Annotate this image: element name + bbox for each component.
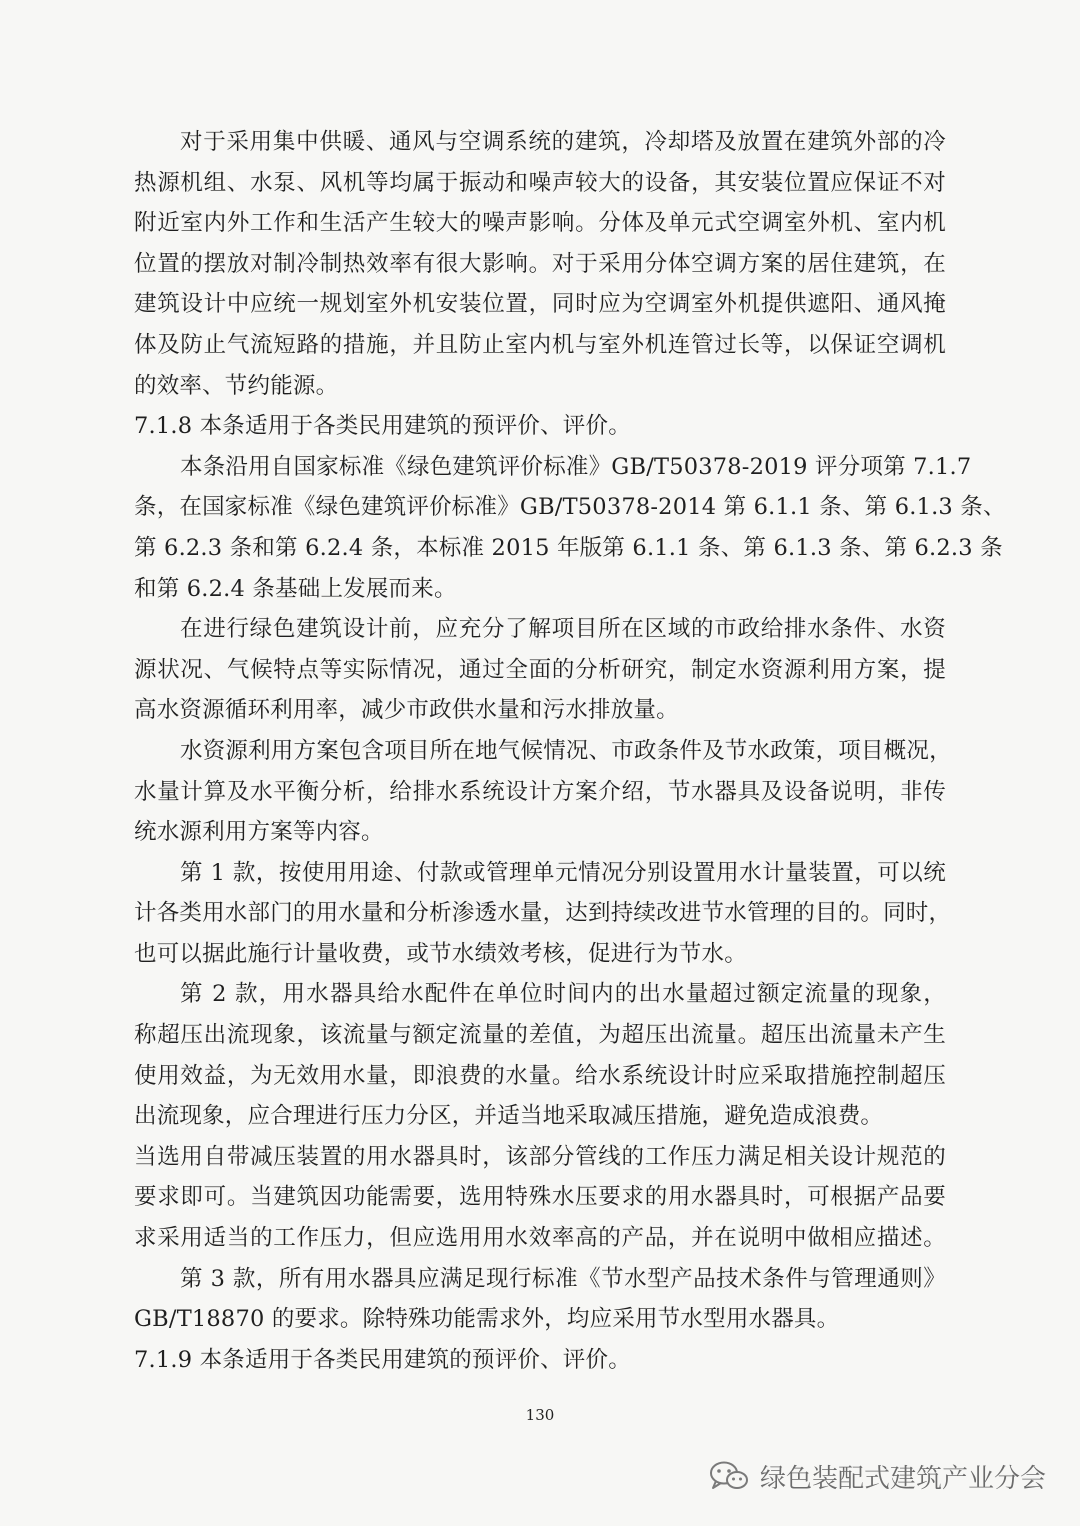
text-line: 要求即可。当建筑因功能需要，选用特殊水压要求的用水器具时，可根据产品要 xyxy=(134,1184,946,1211)
text-line: 第 2 款，用水器具给水配件在单位时间内的出水量超过额定流量的现象， xyxy=(180,981,946,1008)
text-line: 对于采用集中供暖、通风与空调系统的建筑，冷却塔及放置在建筑外部的冷 xyxy=(180,129,946,155)
text-line: 第 1 款，按使用用途、付款或管理单元情况分别设置用水计量装置，可以统 xyxy=(180,859,946,886)
text-line: 源状况、气候特点等实际情况，通过全面的分析研究，制定水资源利用方案，提 xyxy=(134,656,946,683)
text-line: 条，在国家标准《绿色建筑评价标准》GB/T50378-2014 第 6.1.1 条、第 6.1.3 条、 xyxy=(134,494,1006,521)
text-line: 水量计算及水平衡分析，给排水系统设计方案介绍，节水器具及设备说明，非传 xyxy=(134,778,946,805)
text-line: 水资源利用方案包含项目所在地气候情况、市政条件及节水政策，项目概况， xyxy=(180,737,952,764)
watermark xyxy=(708,1456,1046,1496)
text-line: 位置的摆放对制冷制热效率有很大影响。对于采用分体空调方案的居住建筑，在 xyxy=(134,250,946,277)
text-line: GB/T18870 的要求。除特殊功能需求外，均应采用节水型用水器具。 xyxy=(134,1306,840,1333)
text-line: 求采用适当的工作压力，但应选用用水效率高的产品，并在说明中做相应描述。 xyxy=(134,1225,946,1252)
text-line: 和第 6.2.4 条基础上发展而来。 xyxy=(134,575,457,602)
text-line: 7.1.9 本条适用于各类民用建筑的预评价、评价。 xyxy=(134,1346,631,1373)
page-number: 130 xyxy=(525,1406,555,1424)
text-line: 本条沿用自国家标准《绿色建筑评价标准》GB/T50378-2019 评分项第 7.1.7 xyxy=(180,453,972,480)
text-line: 第 6.2.3 条和第 6.2.4 条，本标准 2015 年版第 6.1.1 条、第 6.1.3 条、第 6.2.3 条 xyxy=(134,534,1003,561)
text-line: 热源机组、水泵、风机等均属于振动和噪声较大的设备，其安装位置应保证不对 xyxy=(134,169,946,196)
watermark-label: 绿色装配式建筑产业分会 xyxy=(759,1463,1046,1494)
text-line: 附近室内外工作和生活产生较大的噪声影响。分体及单元式空调室外机、室内机 xyxy=(134,210,946,237)
text-line: 出流现象，应合理进行压力分区，并适当地采取减压措施，避免造成浪费。 xyxy=(134,1103,884,1130)
text-line: 建筑设计中应统一规划室外机安装位置，同时应为空调室外机提供遮阳、通风掩 xyxy=(134,291,946,318)
text-line: 在进行绿色建筑设计前，应充分了解项目所在区域的市政给排水条件、水资 xyxy=(180,616,946,643)
text-line: 称超压出流现象，该流量与额定流量的差值，为超压出流量。超压出流量未产生 xyxy=(134,1022,946,1049)
text-line: 第 3 款，所有用水器具应满足现行标准《节水型产品技术条件与管理通则》 xyxy=(180,1265,946,1292)
body-text xyxy=(134,122,1006,1380)
wechat-icon xyxy=(708,1459,750,1493)
text-line: 体及防止气流短路的措施，并且防止室内机与室外机连管过长等，以保证空调机 xyxy=(134,331,946,358)
text-line: 高水资源循环利用率，减少市政供水量和污水排放量。 xyxy=(134,697,679,724)
text-line: 当选用自带减压装置的用水器具时，该部分管线的工作压力满足相关设计规范的 xyxy=(134,1143,946,1170)
text-line: 计各类用水部门的用水量和分析渗透水量，达到持续改进节水管理的目的。同时， xyxy=(134,900,952,927)
text-line: 也可以据此施行计量收费，或节水绩效考核，促进行为节水。 xyxy=(134,940,747,967)
text-line: 统水源利用方案等内容。 xyxy=(134,819,384,846)
text-line: 7.1.8 本条适用于各类民用建筑的预评价、评价。 xyxy=(134,413,631,440)
text-line: 的效率、节约能源。 xyxy=(134,372,339,399)
text-line: 使用效益，为无效用水量，即浪费的水量。给水系统设计时应采取措施控制超压 xyxy=(134,1062,946,1089)
